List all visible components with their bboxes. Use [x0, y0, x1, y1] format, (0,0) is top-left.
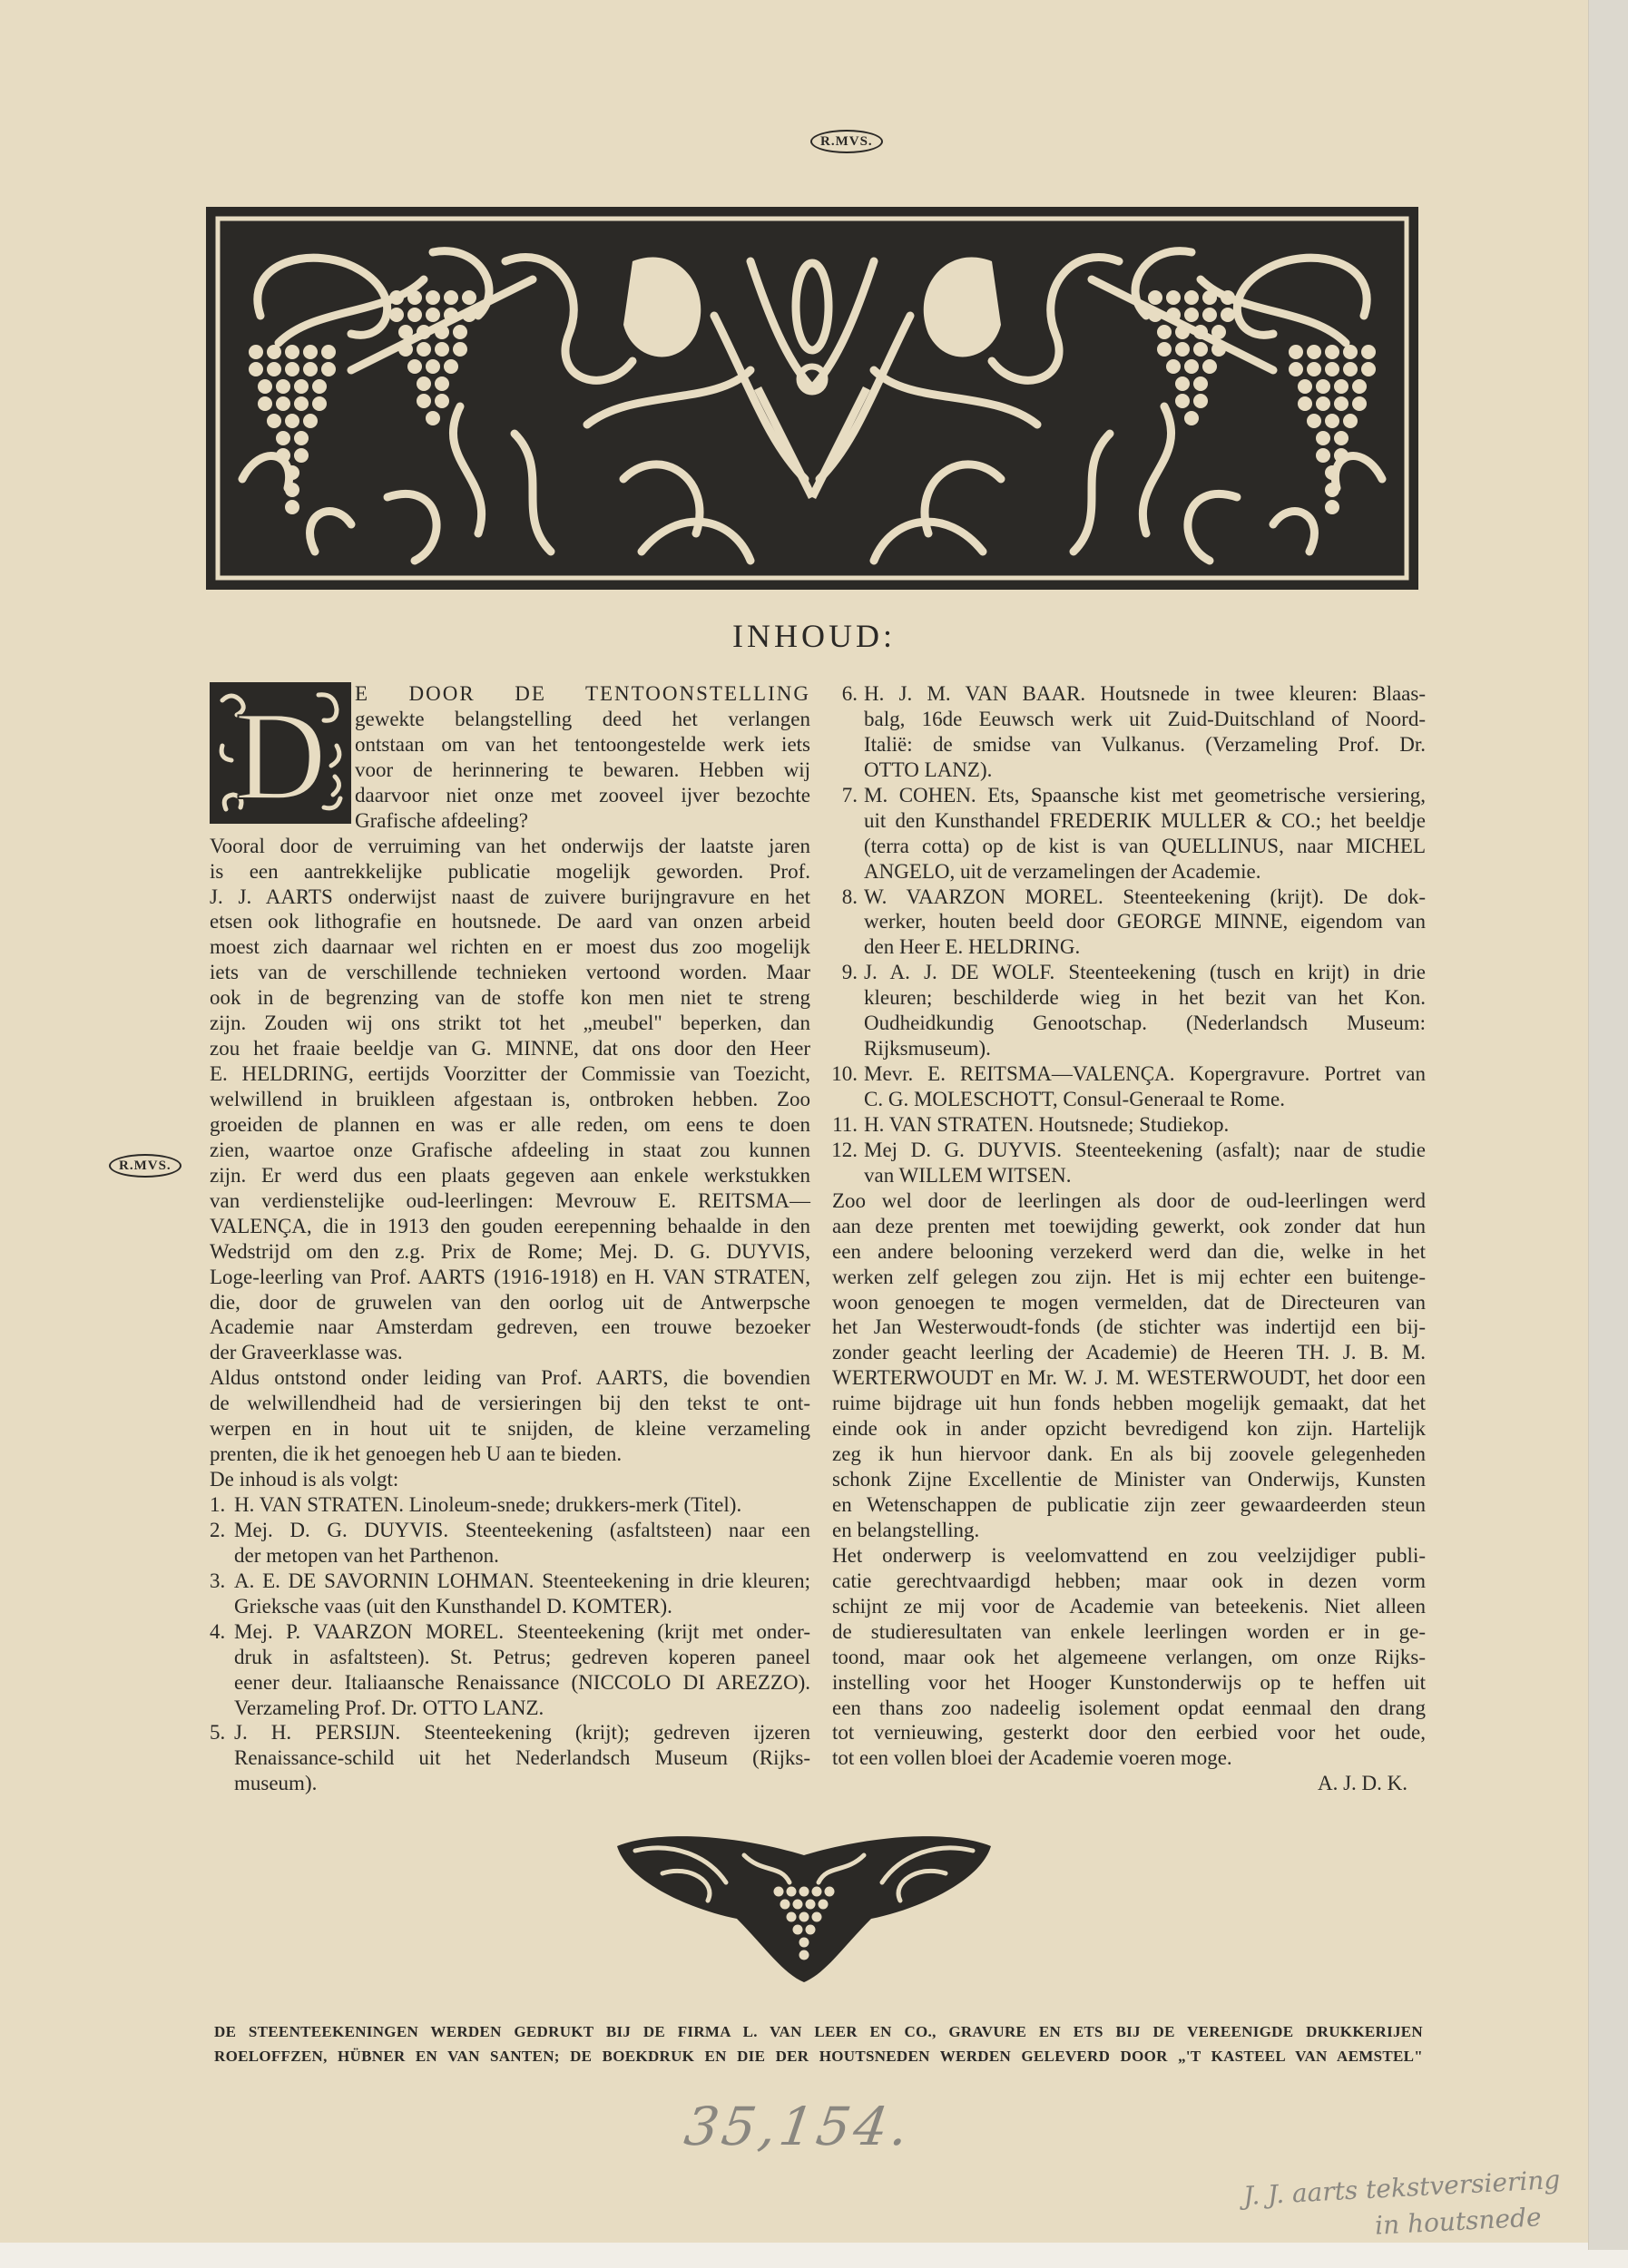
item-number: 7. — [841, 783, 858, 807]
grape — [426, 411, 440, 425]
grape — [417, 376, 431, 391]
grape — [1175, 376, 1190, 391]
grape — [1325, 414, 1339, 428]
grape — [787, 1912, 797, 1922]
text-line: A. E. DE SAVORNIN LOHMAN. Steenteekening in drie kleuren; — [234, 1569, 810, 1592]
text-line: H. VAN STRATEN. Houtsnede; Studiekop. — [864, 1112, 1230, 1136]
text-line: moest zich daarnaar wel richten en er moest dus zoo mogelijk — [210, 935, 810, 959]
grape — [417, 342, 431, 357]
paragraph — [832, 1188, 1426, 1543]
list-item — [210, 1619, 810, 1721]
text-line: en belangstelling. — [832, 1518, 980, 1541]
text-line: aan deze prenten met toewijding gewerkt, ook zonder dat hun — [832, 1214, 1426, 1237]
text-line: OTTO LANZ). — [864, 758, 993, 781]
text-line: tot een vollen bloei der Academie voeren moge. — [832, 1746, 1232, 1770]
grape — [1202, 290, 1217, 305]
grape — [812, 1912, 822, 1922]
grape — [1211, 325, 1226, 339]
grape — [1211, 342, 1226, 357]
text-line: J. J. AARTS onderwijst naast de zuivere burijngravure en het — [210, 885, 810, 908]
grape — [1316, 379, 1330, 394]
list-item — [826, 960, 1426, 1061]
text-line: H. VAN STRATEN. Linoleum-snede; drukkers-merk (Titel). — [234, 1493, 742, 1516]
item-text — [864, 1061, 1426, 1112]
grape — [462, 308, 476, 322]
pencil-annotation-line-2: in houtsnede — [1374, 2202, 1543, 2241]
grape — [1316, 396, 1330, 411]
grape — [249, 345, 263, 359]
item-text — [864, 885, 1426, 961]
grape — [294, 396, 309, 411]
grape — [444, 308, 458, 322]
grape — [1334, 448, 1348, 463]
grape — [435, 342, 449, 357]
text-line: instelling voor het Hooger Kunstonderwijs op te heffen uit — [832, 1670, 1426, 1694]
ornamental-tailpiece-woodcut — [608, 1828, 1000, 1984]
text-line: iets van de verschillende technieken vertoond worden. Maar — [210, 961, 810, 984]
grape — [819, 1900, 829, 1910]
text-line: Renaissance-schild uit het Nederlandsch Museum (Rijks- — [234, 1746, 810, 1770]
grape — [407, 308, 422, 322]
text-line: toond, maar ook het algemeene verlangen, om onze Rijks- — [832, 1645, 1426, 1668]
inventory-number: 35,154. — [681, 2096, 917, 2157]
grape — [276, 448, 290, 463]
list-item — [826, 681, 1426, 783]
grape — [276, 396, 290, 411]
text-line: Grieksche vaas (uit den Kunsthandel D. KOMTER). — [234, 1594, 672, 1618]
list-item — [826, 1138, 1426, 1188]
grape — [774, 1887, 784, 1897]
grape — [1334, 431, 1348, 445]
intro-paragraph — [355, 681, 810, 834]
grape — [285, 465, 299, 480]
grape — [1316, 431, 1330, 445]
grape — [1193, 342, 1208, 357]
drop-cap-letter: D — [234, 686, 327, 824]
grape — [1352, 379, 1367, 394]
grape — [1157, 325, 1172, 339]
grape — [435, 325, 449, 339]
text-line: het Jan Westerwoudt-fonds (de stichter was indertijd een bij- — [832, 1315, 1426, 1339]
text-line: der metopen van het Parthenon. — [234, 1543, 499, 1567]
grape — [1184, 359, 1199, 374]
grape — [1361, 362, 1376, 376]
paragraph — [210, 1365, 810, 1467]
list-item — [210, 1569, 810, 1619]
text-line: zijn. Zouden wij ons strikt tot het „meubel" beperken, dan — [210, 1012, 810, 1035]
grape — [426, 308, 440, 322]
item-text — [234, 1518, 810, 1569]
grape — [1334, 379, 1348, 394]
text-line: den Heer E. HELDRING. — [864, 935, 1081, 959]
grape — [258, 379, 272, 394]
printer-colophon — [214, 2019, 1423, 2068]
grape — [793, 1900, 803, 1910]
grape — [417, 325, 431, 339]
grape — [321, 345, 336, 359]
grape — [1148, 308, 1162, 322]
grape — [276, 379, 290, 394]
grape — [1175, 394, 1190, 408]
text-line: Grafische afdeeling? — [355, 808, 528, 832]
item-text — [864, 783, 1426, 885]
grape — [389, 308, 404, 322]
grape — [1343, 345, 1358, 359]
text-line: daarvoor niet onze met zooveel ijver bezochte — [355, 783, 810, 807]
signature: A. J. D. K. — [1317, 1772, 1407, 1795]
text-line: welwillend in bruikleen afgestaan is, ontbroken hebben. Zoo — [210, 1088, 810, 1110]
text-line: werken zelf gelegen zou zijn. Het is mij echter een buitenge- — [832, 1265, 1426, 1288]
text-line: woon genoegen te mogen vermelden, dat de Directeuren van — [832, 1290, 1426, 1314]
text-line: eener deur. Italiaansche Renaissance (NICCOLO DI AREZZO). — [234, 1670, 810, 1694]
item-text — [864, 681, 1426, 783]
grape — [799, 1887, 809, 1897]
list-item — [210, 1720, 810, 1796]
text-line: zou het fraaie beeldje van G. MINNE, dat ons door den Heer — [210, 1037, 810, 1061]
text-line: groeiden de plannen en was er alle reden, om eens te doen — [210, 1112, 810, 1136]
grape — [1166, 290, 1181, 305]
text-line: Mevr. E. REITSMA—VALENÇA. Kopergravure. Portret van — [864, 1062, 1426, 1086]
text-line: Oudheidkundig Genootschap. (Nederlandsch Museum: — [864, 1012, 1426, 1035]
grape — [407, 290, 422, 305]
item-text — [864, 1138, 1426, 1188]
grape — [294, 431, 309, 445]
text-line: ANGELO, uit de verzamelingen der Academie. — [864, 859, 1261, 883]
text-line: VALENÇA, die in 1913 den gouden eerepenning behaalde in den — [210, 1214, 810, 1237]
text-line: J. H. PERSIJN. Steenteekening (krijt); gedreven ijzeren — [234, 1721, 810, 1745]
collection-stamp-text: R.MVS. — [109, 1154, 181, 1178]
text-line: Het onderwerp is veelomvattend en zou veelzijdiger publi- — [832, 1543, 1426, 1567]
grape — [1193, 325, 1208, 339]
list-item — [210, 1492, 810, 1518]
grape — [799, 1938, 809, 1948]
item-text — [234, 1569, 810, 1619]
grape — [1298, 379, 1312, 394]
item-number: 3. — [210, 1569, 226, 1592]
grape — [1193, 376, 1208, 391]
text-line: M. COHEN. Ets, Spaansche kist met geometrische versiering, — [864, 783, 1426, 807]
grape — [303, 345, 318, 359]
grape — [1157, 342, 1172, 357]
grape — [806, 1925, 816, 1935]
text-line: tot vernieuwing, gesterkt door den eerbied voor het oude, — [832, 1721, 1426, 1745]
grape — [453, 325, 467, 339]
grape — [1166, 308, 1181, 322]
list-item — [826, 1061, 1426, 1112]
text-line: van verdienstelijke oud-leerlingen: Mevrouw E. REITSMA— — [210, 1188, 810, 1212]
grape — [1307, 362, 1321, 376]
text-line: zeg ik hun hiervoor dank. En als bij zoovele gelegenheden — [832, 1442, 1426, 1466]
grape — [294, 448, 309, 463]
grape — [267, 345, 281, 359]
grape — [249, 362, 263, 376]
right-column — [826, 681, 1426, 1796]
text-line: ontstaan om van het tentoongestelde werk iets — [355, 732, 810, 756]
item-number: 4. — [210, 1619, 226, 1643]
item-number: 2. — [210, 1518, 226, 1541]
grape — [812, 1887, 822, 1897]
grape — [799, 1912, 809, 1922]
text-line: de welwillendheid had de versieringen bij den tekst te ont- — [210, 1392, 810, 1415]
grape — [285, 500, 299, 514]
text-line: gewekte belangstelling deed het verlangen — [355, 707, 810, 730]
grape — [1325, 362, 1339, 376]
grape — [276, 431, 290, 445]
list-item — [210, 1518, 810, 1569]
text-line: zien, waartoe onze Grafische afdeeling in staat zou kunnen — [210, 1138, 810, 1161]
text-line: Mej. D. G. DUYVIS. Steenteekening (asfaltsteen) naar een — [234, 1518, 810, 1541]
grape — [806, 1900, 816, 1910]
text-line: (terra cotta) op de kist is van QUELLINUS, naar MICHEL — [864, 834, 1426, 857]
text-line: een thans zoo nadeelig isolement opdat eenmaal den drang — [832, 1696, 1426, 1719]
text-line: Loge-leerling van Prof. AARTS (1916-1918) en H. VAN STRATEN, — [210, 1265, 810, 1288]
text-line: die, door de gruwelen van den oorlog uit de Antwerpsche — [210, 1290, 810, 1314]
grape — [1148, 290, 1162, 305]
text-line: der Graveerklasse was. — [210, 1341, 403, 1364]
text-line: schonk Zijne Excellentie de Minister van Onderwijs, Kunsten — [832, 1468, 1426, 1491]
text-line: Vooral door de verruiming van het onderwijs der laatste jaren — [210, 834, 810, 857]
page-title: INHOUD: — [732, 618, 896, 654]
text-line: Rijksmuseum). — [864, 1037, 991, 1061]
grape — [793, 1925, 803, 1935]
item-number: 11. — [832, 1112, 858, 1136]
grape — [294, 379, 309, 394]
grape — [1221, 308, 1235, 322]
text-line: werker, houten beeld door GEORGE MINNE, eigendom van — [864, 910, 1426, 934]
grape — [1343, 362, 1358, 376]
item-text — [864, 1112, 1426, 1138]
grape — [1307, 414, 1321, 428]
grape — [1316, 448, 1330, 463]
text-line: druk in asfaltsteen). St. Petrus; gedreven koperen paneel — [234, 1645, 810, 1668]
item-number: 12. — [831, 1138, 858, 1161]
text-line: H. J. M. VAN BAAR. Houtsnede in twee kleuren: Blaas- — [864, 682, 1426, 705]
text-line: is een aantrekkelijke publicatie mogelijk geworden. Prof. — [210, 859, 810, 883]
item-number: 6. — [841, 682, 858, 705]
item-number: 8. — [841, 885, 858, 908]
text-line: Mej D. G. DUYVIS. Steenteekening (asfalt); naar de studie — [864, 1138, 1426, 1161]
text-line: werpen en in hout uit te snijden, de kleine verzameling — [210, 1417, 810, 1441]
grape — [462, 290, 476, 305]
grape — [321, 362, 336, 376]
grape — [398, 342, 413, 357]
text-line: C. G. MOLESCHOTT, Consul-Generaal te Rome. — [864, 1088, 1285, 1110]
colophon-line: DE STEENTEEKENINGEN WERDEN GEDRUKT BIJ DE FIRMA L. VAN LEER EN CO., GRAVURE EN ETS BIJ DE VEREENIGDE DRUKKERIJEN — [214, 2023, 1423, 2040]
grape — [444, 359, 458, 374]
text-line: De inhoud is als volgt: — [210, 1468, 399, 1491]
item-number: 10. — [831, 1062, 858, 1086]
grape — [417, 394, 431, 408]
text-line: Zoo wel door de leerlingen als door de oud-leerlingen werd — [832, 1188, 1426, 1212]
text-line: Wedstrijd om den z.g. Prix de Rome; Mej. D. G. DUYVIS, — [210, 1239, 810, 1263]
text-line: een andere belooning verzekerd werd dan die, welke in het — [832, 1239, 1426, 1263]
text-line: ruime bijdrage uit hun fonds hebben mogelijk gemaakt, dat het — [832, 1392, 1426, 1415]
item-text — [234, 1492, 810, 1518]
grape — [258, 396, 272, 411]
text-line: museum). — [234, 1772, 318, 1795]
text-line: etsen ook lithografie en houtsnede. De aard van onzen arbeid — [210, 910, 810, 934]
text-line: zijn. Er werd dus een plaats gegeven aan enkele werkstukken — [210, 1163, 810, 1187]
text-line: voor de herinnering te bewaren. Hebben wij — [355, 758, 810, 781]
grape — [1289, 345, 1303, 359]
item-number: 1. — [210, 1493, 226, 1516]
grape — [1202, 308, 1217, 322]
text-line: balg, 16de Eeuwsch werk uit Zuid-Duitschland of Noord- — [864, 707, 1426, 730]
grape — [1343, 414, 1358, 428]
text-line: WERTERWOUDT en Mr. W. J. M. WESTERWOUDT, het door een — [832, 1366, 1426, 1390]
text-line: kleuren; beschilderde wieg in het bezit van het Kon. — [864, 986, 1426, 1010]
colophon-line: ROELOFFZEN, HÜBNER EN VAN SANTEN; DE BOEKDRUK EN DIE DER HOUTSNEDEN WERDEN GELEVERD DOOR „'T KASTEEL VAN AEMSTEL" — [214, 2048, 1423, 2065]
grape — [285, 362, 299, 376]
text-line: uit den Kunsthandel FREDERIK MULLER & CO.; het beeldje — [864, 808, 1426, 832]
grape — [1298, 396, 1312, 411]
grape — [1361, 345, 1376, 359]
collection-stamp-top: R.MVS. — [810, 130, 883, 153]
grape — [1325, 500, 1339, 514]
text-line: schijnt ze mij voor de Academie van beteekenis. Niet alleen — [832, 1594, 1426, 1618]
grape — [426, 290, 440, 305]
grape — [787, 1887, 797, 1897]
grape — [303, 414, 318, 428]
grape — [285, 414, 299, 428]
grape — [1221, 290, 1235, 305]
grape — [1202, 359, 1217, 374]
grape — [1325, 465, 1339, 480]
item-number: 9. — [841, 961, 858, 984]
item-text — [234, 1619, 810, 1721]
grape — [312, 379, 327, 394]
grape — [285, 345, 299, 359]
item-text — [234, 1720, 810, 1796]
grape — [1193, 394, 1208, 408]
grape — [780, 1900, 790, 1910]
grape — [1352, 396, 1367, 411]
text-line: E. HELDRING, eertijds Voorzitter der Commissie van Toezicht, — [210, 1062, 810, 1086]
grape — [1325, 345, 1339, 359]
text-line: de studieresultaten van enkele leerlingen worden er in ge- — [832, 1619, 1426, 1643]
text-line: prenten, die ik het genoegen heb U aan te bieden. — [210, 1442, 623, 1466]
pencil-annotation-line-1: J. J. aarts tekstversiering — [1242, 2164, 1561, 2212]
grape — [435, 394, 449, 408]
grape — [453, 342, 467, 357]
grape — [825, 1887, 835, 1897]
grape — [444, 290, 458, 305]
text-line: Verzameling Prof. Dr. OTTO LANZ. — [234, 1696, 544, 1719]
text-line: ook in de begrenzing van de stoffe kon men niet te streng — [210, 986, 810, 1010]
text-line: en Wetenschappen de publicatie zijn zeer gewaardeerden steun — [832, 1493, 1426, 1516]
grape — [303, 362, 318, 376]
text-line: W. VAARZON MOREL. Steenteekening (krijt). De dok- — [864, 885, 1426, 908]
grape — [312, 396, 327, 411]
list-item — [826, 1112, 1426, 1138]
text-line: Italië: de smidse van Vulkanus. (Verzameling Prof. Dr. — [864, 732, 1426, 756]
grape — [1175, 325, 1190, 339]
list-item — [826, 783, 1426, 885]
grape — [389, 290, 404, 305]
grape — [285, 483, 299, 497]
grape — [1334, 396, 1348, 411]
text-line: Academie naar Amsterdam gedreven, een trouwe bezoeker — [210, 1315, 810, 1339]
grape — [1166, 359, 1181, 374]
grape — [1184, 411, 1199, 425]
text-line: zonder geacht leerling der Academie) de Heeren TH. J. B. M. — [832, 1341, 1426, 1364]
text-line: van WILLEM WITSEN. — [864, 1163, 1072, 1187]
grape — [1289, 362, 1303, 376]
grape — [1175, 342, 1190, 357]
text-line: E DOOR DE TENTOONSTELLING — [355, 682, 810, 705]
grape — [267, 362, 281, 376]
grape — [407, 359, 422, 374]
grape — [1184, 290, 1199, 305]
text-line: einde ook in ander opzicht bevredigend kon zijn. Hartelijk — [832, 1417, 1426, 1441]
grape — [1184, 308, 1199, 322]
mount-edge — [1588, 0, 1628, 2250]
text-line: Mej. P. VAARZON MOREL. Steenteekening (krijt met onder- — [234, 1619, 810, 1643]
ornamental-header-woodcut — [206, 207, 1418, 590]
grape — [398, 325, 413, 339]
text-line: catie gerechtvaardigd hebben; maar ook in dezen vorm — [832, 1569, 1426, 1592]
paragraph — [210, 1467, 810, 1492]
left-column — [210, 681, 810, 1796]
grape — [1307, 345, 1321, 359]
grape — [435, 376, 449, 391]
text-line: Aldus ontstond onder leiding van Prof. AARTS, die bovendien — [210, 1366, 810, 1390]
grape — [267, 414, 281, 428]
grape — [799, 1950, 809, 1960]
text-line: J. A. J. DE WOLF. Steenteekening (tusch en krijt) in drie — [864, 961, 1426, 984]
grape — [426, 359, 440, 374]
item-text — [864, 960, 1426, 1061]
item-number: 5. — [210, 1721, 226, 1745]
paragraph — [832, 1543, 1426, 1771]
grape — [1325, 483, 1339, 497]
list-item — [826, 885, 1426, 961]
paragraph — [210, 834, 810, 1366]
